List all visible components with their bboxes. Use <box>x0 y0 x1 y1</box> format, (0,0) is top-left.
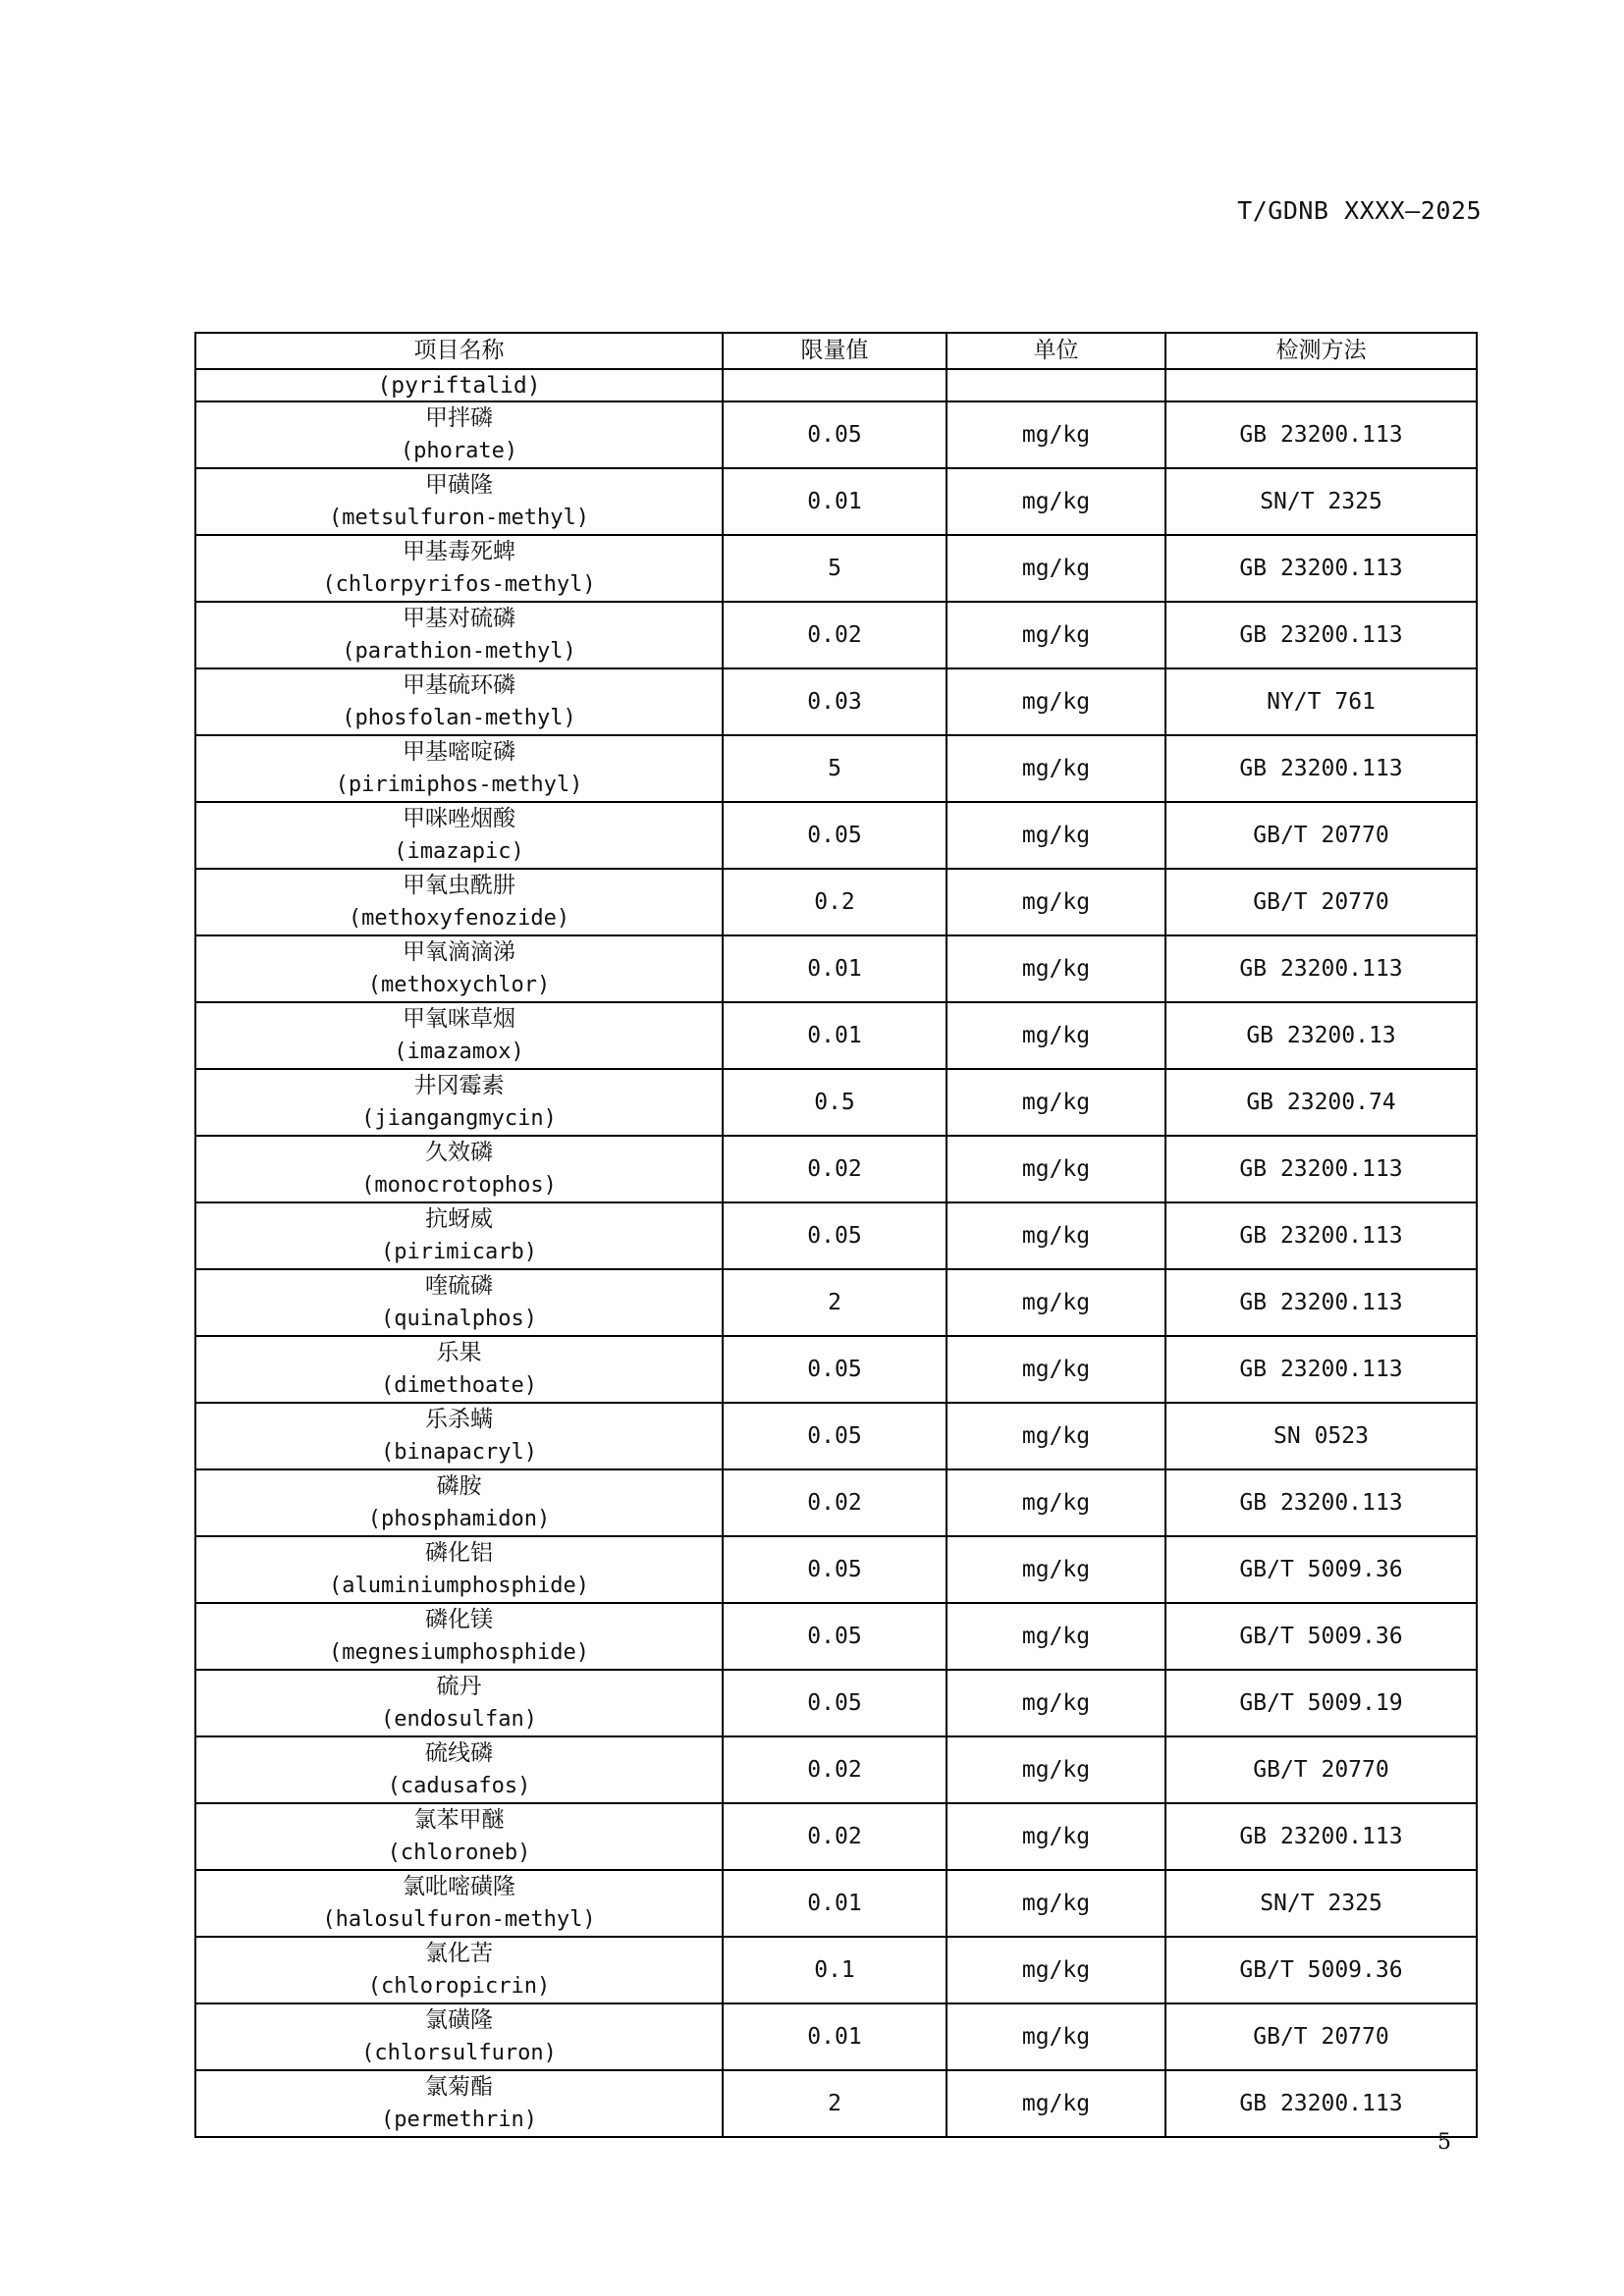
unit-cell: mg/kg <box>947 802 1165 869</box>
method-cell: GB/T 20770 <box>1165 1736 1477 1803</box>
method-cell: GB/T 5009.36 <box>1165 1603 1477 1670</box>
table-row <box>195 869 1477 935</box>
item-name-cn: 井冈霉素 <box>413 1073 505 1098</box>
method-cell: GB 23200.113 <box>1165 1202 1477 1269</box>
method-cell: GB/T 20770 <box>1165 869 1477 935</box>
item-name-cn: 甲基对硫磷 <box>403 606 515 631</box>
limit-cell: 0.05 <box>723 1202 947 1269</box>
table-row <box>195 1536 1477 1603</box>
unit-cell: mg/kg <box>947 1603 1165 1670</box>
item-name-cn: 磷化铝 <box>425 1540 493 1566</box>
unit-cell: mg/kg <box>947 1670 1165 1736</box>
item-name-cell <box>195 1803 723 1870</box>
table-row <box>195 1937 1477 2003</box>
method-cell <box>1165 369 1477 401</box>
unit-cell: mg/kg <box>947 1202 1165 1269</box>
unit-cell: mg/kg <box>947 401 1165 468</box>
item-name-cell <box>195 1469 723 1536</box>
table-row <box>195 1069 1477 1136</box>
table-row <box>195 401 1477 468</box>
limit-cell: 0.5 <box>723 1069 947 1136</box>
limit-cell: 5 <box>723 535 947 602</box>
item-name-cn: 甲拌磷 <box>425 405 493 431</box>
item-name-cell <box>195 1670 723 1736</box>
item-name-cn: 乐果 <box>436 1340 482 1365</box>
item-name-cell <box>195 935 723 1002</box>
table-row <box>195 1269 1477 1336</box>
item-name-en: (parathion-methyl) <box>342 639 576 664</box>
item-name-cn: 甲基硫环磷 <box>403 672 515 698</box>
column-header-unit: 单位 <box>947 333 1165 369</box>
item-name-cn: 喹硫磷 <box>425 1273 493 1299</box>
limit-cell: 0.01 <box>723 468 947 535</box>
method-cell: GB/T 5009.19 <box>1165 1670 1477 1736</box>
item-name-en: (pirimicarb) <box>381 1240 537 1264</box>
item-name-en: (chlorpyrifos-methyl) <box>322 572 596 597</box>
item-name-en: (dimethoate) <box>381 1373 537 1398</box>
item-name-en: (phosphamidon) <box>367 1507 551 1531</box>
item-name-cn: 甲基嘧啶磷 <box>403 739 515 765</box>
method-cell: GB 23200.113 <box>1165 2070 1477 2137</box>
method-cell: SN/T 2325 <box>1165 1870 1477 1937</box>
method-cell: GB 23200.113 <box>1165 1136 1477 1202</box>
limit-cell: 0.02 <box>723 1736 947 1803</box>
item-name-cn: 甲氧虫酰肼 <box>403 873 515 898</box>
table-row <box>195 1603 1477 1670</box>
item-name-cell <box>195 468 723 535</box>
item-name-en: (megnesiumphosphide) <box>329 1640 589 1665</box>
limit-cell: 0.1 <box>723 1937 947 2003</box>
item-name-en: (methoxychlor) <box>367 973 551 997</box>
item-name-en: (imazapic) <box>394 839 524 864</box>
item-name-cell <box>195 735 723 802</box>
table-row <box>195 602 1477 668</box>
limit-cell: 0.05 <box>723 1403 947 1469</box>
method-cell: GB 23200.113 <box>1165 1469 1477 1536</box>
item-name-en: (pyriftalid) <box>195 369 723 401</box>
method-cell: SN 0523 <box>1165 1403 1477 1469</box>
unit-cell: mg/kg <box>947 1736 1165 1803</box>
limit-cell: 2 <box>723 1269 947 1336</box>
table-row <box>195 535 1477 602</box>
item-name-cell <box>195 1937 723 2003</box>
item-name-cell <box>195 401 723 468</box>
method-cell: GB 23200.113 <box>1165 1336 1477 1403</box>
item-name-cn: 硫丹 <box>436 1674 482 1699</box>
item-name-cell <box>195 1202 723 1269</box>
item-name-cell <box>195 2070 723 2137</box>
method-cell: SN/T 2325 <box>1165 468 1477 535</box>
limit-cell: 0.05 <box>723 1603 947 1670</box>
item-name-en: (chlorsulfuron) <box>361 2041 557 2065</box>
method-cell: GB 23200.113 <box>1165 535 1477 602</box>
table-row <box>195 802 1477 869</box>
limit-cell <box>723 369 947 401</box>
item-name-en: (aluminiumphosphide) <box>329 1574 589 1598</box>
limit-cell: 0.05 <box>723 802 947 869</box>
item-name-en: (cadusafos) <box>387 1774 531 1798</box>
method-cell: GB/T 20770 <box>1165 2003 1477 2070</box>
unit-cell: mg/kg <box>947 1069 1165 1136</box>
unit-cell: mg/kg <box>947 1469 1165 1536</box>
item-name-en: (binapacryl) <box>381 1440 537 1465</box>
item-name-en: (phosfolan-methyl) <box>342 706 576 730</box>
item-name-cell <box>195 1069 723 1136</box>
method-cell: NY/T 761 <box>1165 668 1477 735</box>
method-cell: GB/T 5009.36 <box>1165 1536 1477 1603</box>
method-cell: GB 23200.113 <box>1165 602 1477 668</box>
limit-cell: 0.02 <box>723 1469 947 1536</box>
item-name-cn: 久效磷 <box>425 1140 493 1165</box>
item-name-en: (quinalphos) <box>381 1307 537 1331</box>
limit-cell: 5 <box>723 735 947 802</box>
table-row <box>195 1469 1477 1536</box>
table-row <box>195 935 1477 1002</box>
item-name-en: (chloroneb) <box>387 1841 531 1865</box>
item-name-en: (phorate) <box>400 439 518 463</box>
method-cell: GB 23200.74 <box>1165 1069 1477 1136</box>
item-name-en: (monocrotophos) <box>361 1173 557 1198</box>
item-name-cn: 硫线磷 <box>425 1740 493 1766</box>
table-row <box>195 2003 1477 2070</box>
method-cell: GB 23200.113 <box>1165 1803 1477 1870</box>
limit-cell: 0.01 <box>723 1870 947 1937</box>
limit-cell: 0.05 <box>723 1336 947 1403</box>
limit-cell: 0.05 <box>723 1670 947 1736</box>
document-code: T/GDNB XXXX—2025 <box>1237 196 1482 225</box>
item-name-cell <box>195 2003 723 2070</box>
item-name-cn: 氯化苦 <box>425 1941 493 1966</box>
table-row <box>195 1336 1477 1403</box>
pesticide-limits-table <box>194 332 1478 2138</box>
unit-cell: mg/kg <box>947 1269 1165 1336</box>
item-name-cn: 磷胺 <box>436 1473 482 1499</box>
item-name-cell <box>195 668 723 735</box>
item-name-cell <box>195 1002 723 1069</box>
limit-cell: 0.01 <box>723 1002 947 1069</box>
table-row <box>195 668 1477 735</box>
unit-cell: mg/kg <box>947 1403 1165 1469</box>
method-cell: GB 23200.113 <box>1165 401 1477 468</box>
continuation-row <box>195 369 1477 401</box>
item-name-cell <box>195 802 723 869</box>
item-name-cn: 氯菊酯 <box>425 2074 493 2100</box>
item-name-cell <box>195 1403 723 1469</box>
item-name-cell <box>195 1870 723 1937</box>
limit-cell: 0.01 <box>723 935 947 1002</box>
limit-cell: 0.2 <box>723 869 947 935</box>
item-name-cn: 氯吡嘧磺隆 <box>403 1874 515 1899</box>
method-cell: GB 23200.113 <box>1165 935 1477 1002</box>
table-row <box>195 1736 1477 1803</box>
item-name-cn: 甲氧咪草烟 <box>403 1006 515 1032</box>
table-row <box>195 1670 1477 1736</box>
item-name-cn: 抗蚜威 <box>425 1206 493 1232</box>
item-name-en: (endosulfan) <box>381 1707 537 1732</box>
unit-cell: mg/kg <box>947 2070 1165 2137</box>
item-name-en: (imazamox) <box>394 1040 524 1064</box>
unit-cell: mg/kg <box>947 602 1165 668</box>
table-row <box>195 1803 1477 1870</box>
item-name-en: (permethrin) <box>381 2108 537 2132</box>
table-row <box>195 1403 1477 1469</box>
item-name-cell <box>195 1736 723 1803</box>
unit-cell: mg/kg <box>947 1536 1165 1603</box>
item-name-en: (methoxyfenozide) <box>348 906 570 931</box>
item-name-en: (metsulfuron-methyl) <box>329 506 589 530</box>
table-row <box>195 1002 1477 1069</box>
column-header-name: 项目名称 <box>195 333 723 369</box>
method-cell: GB 23200.13 <box>1165 1002 1477 1069</box>
page-number: 5 <box>1437 2130 1451 2155</box>
item-name-cn: 甲氧滴滴涕 <box>403 939 515 965</box>
method-cell: GB 23200.113 <box>1165 735 1477 802</box>
limit-cell: 0.02 <box>723 1136 947 1202</box>
item-name-cell <box>195 1536 723 1603</box>
item-name-cn: 甲咪唑烟酸 <box>403 806 515 831</box>
item-name-cn: 甲基毒死蜱 <box>403 539 515 564</box>
limit-cell: 0.03 <box>723 668 947 735</box>
item-name-cn: 乐杀螨 <box>425 1407 493 1432</box>
item-name-cn: 磷化镁 <box>425 1607 493 1632</box>
unit-cell: mg/kg <box>947 2003 1165 2070</box>
unit-cell: mg/kg <box>947 1937 1165 2003</box>
table-row <box>195 1870 1477 1937</box>
unit-cell: mg/kg <box>947 535 1165 602</box>
unit-cell: mg/kg <box>947 1002 1165 1069</box>
unit-cell: mg/kg <box>947 668 1165 735</box>
table-row <box>195 1202 1477 1269</box>
unit-cell: mg/kg <box>947 1136 1165 1202</box>
unit-cell: mg/kg <box>947 935 1165 1002</box>
unit-cell: mg/kg <box>947 468 1165 535</box>
unit-cell: mg/kg <box>947 735 1165 802</box>
table-row <box>195 468 1477 535</box>
item-name-en: (pirimiphos-methyl) <box>335 773 583 797</box>
item-name-cell <box>195 869 723 935</box>
limit-cell: 0.05 <box>723 401 947 468</box>
method-cell: GB/T 5009.36 <box>1165 1937 1477 2003</box>
table-header-row <box>195 333 1477 369</box>
item-name-cell <box>195 1136 723 1202</box>
table-row <box>195 735 1477 802</box>
item-name-cell <box>195 1269 723 1336</box>
limit-cell: 0.02 <box>723 602 947 668</box>
table-row <box>195 1136 1477 1202</box>
item-name-cn: 氯磺隆 <box>425 2007 493 2033</box>
item-name-en: (chloropicrin) <box>367 1974 551 1999</box>
item-name-cell <box>195 1603 723 1670</box>
unit-cell: mg/kg <box>947 869 1165 935</box>
column-header-limit: 限量值 <box>723 333 947 369</box>
method-cell: GB 23200.113 <box>1165 1269 1477 1336</box>
method-cell: GB/T 20770 <box>1165 802 1477 869</box>
item-name-cn: 甲磺隆 <box>425 472 493 498</box>
item-name-en: (halosulfuron-methyl) <box>322 1907 596 1932</box>
item-name-cell <box>195 602 723 668</box>
item-name-cell <box>195 535 723 602</box>
item-name-cell <box>195 1336 723 1403</box>
table-row <box>195 2070 1477 2137</box>
limit-cell: 0.01 <box>723 2003 947 2070</box>
unit-cell: mg/kg <box>947 1336 1165 1403</box>
limit-cell: 2 <box>723 2070 947 2137</box>
limit-cell: 0.05 <box>723 1536 947 1603</box>
item-name-cn: 氯苯甲醚 <box>413 1807 505 1833</box>
unit-cell <box>947 369 1165 401</box>
item-name-en: (jiangangmycin) <box>361 1106 557 1131</box>
unit-cell: mg/kg <box>947 1870 1165 1937</box>
limit-cell: 0.02 <box>723 1803 947 1870</box>
unit-cell: mg/kg <box>947 1803 1165 1870</box>
column-header-method: 检测方法 <box>1165 333 1477 369</box>
